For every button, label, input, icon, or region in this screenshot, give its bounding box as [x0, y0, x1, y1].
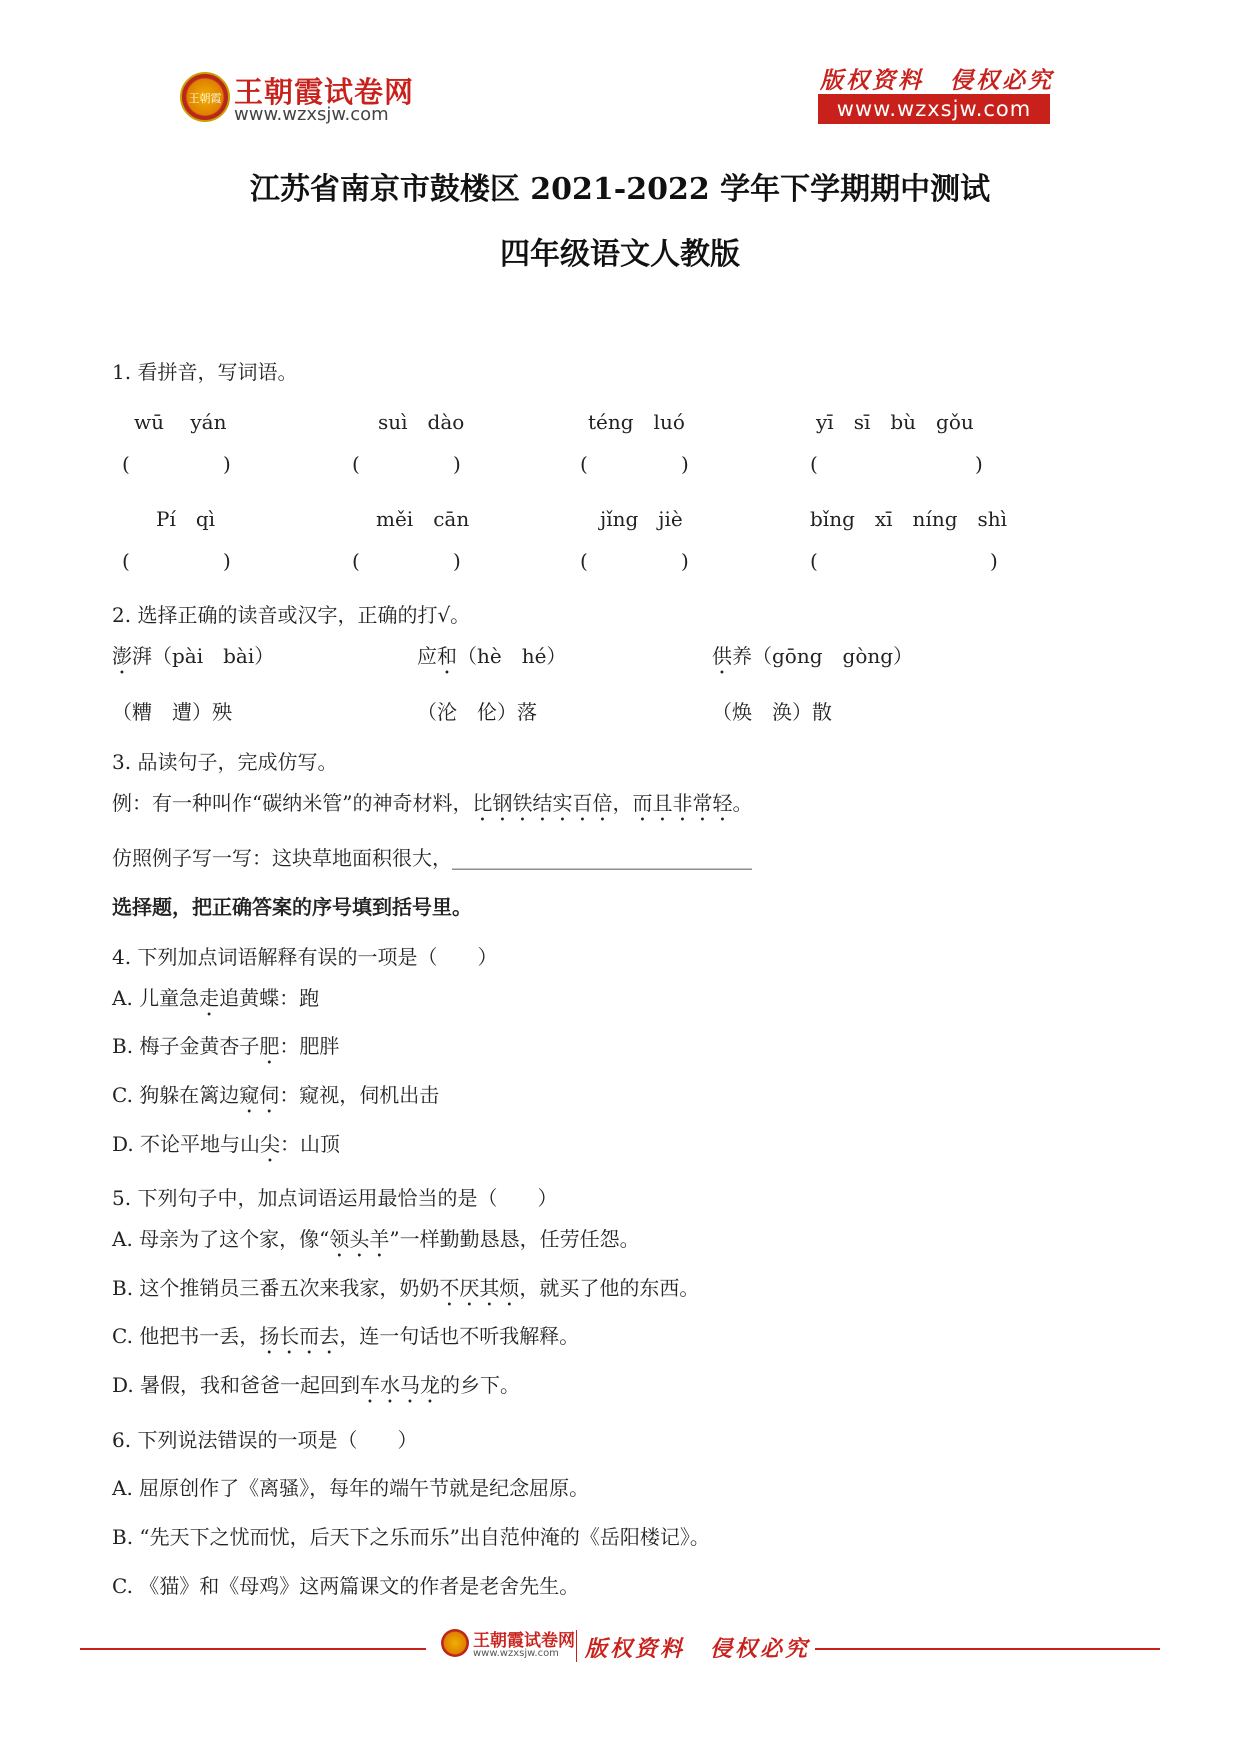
- answer-bracket-close: ): [453, 452, 461, 476]
- pinyin-item: suì dào: [378, 410, 465, 434]
- answer-bracket-close: ): [975, 452, 983, 476]
- q5-option: A. 母亲为了这个家，像“领头羊”一样勤勤恳恳，任劳任怨。: [112, 1227, 640, 1251]
- answer-bracket-open: (: [122, 452, 130, 476]
- q3-example: 例：有一种叫作“碳纳米管”的神奇材料，比钢铁结实百倍，而且非常轻。: [112, 791, 753, 815]
- footer-logo-icon: [441, 1629, 469, 1657]
- q6-option: B. “先天下之忧而忧，后天下之乐而乐”出自范仲淹的《岳阳楼记》。: [112, 1525, 710, 1549]
- answer-bracket-close: ): [990, 549, 998, 573]
- q5-option: B. 这个推销员三番五次来我家，奶奶不厌其烦，就买了他的东西。: [112, 1276, 700, 1300]
- q2-item: （糟 遭）殃: [112, 700, 232, 724]
- pinyin-item: bǐng xī níng shì: [810, 507, 1008, 531]
- question-5-stem: 5. 下列句子中，加点词语运用最恰当的是（ ）: [112, 1186, 558, 1210]
- q4-option: A. 儿童急走追黄蝶：跑: [112, 986, 320, 1010]
- q2-item: （焕 涣）散: [712, 700, 832, 724]
- footer-separator: [576, 1630, 577, 1662]
- answer-bracket-open: (: [122, 549, 130, 573]
- pinyin-item: wū yán: [134, 410, 227, 434]
- answer-bracket-close: ): [453, 549, 461, 573]
- pinyin-item: téng luó: [588, 410, 685, 434]
- q5-option: C. 他把书一丢，扬长而去，连一句话也不听我解释。: [112, 1324, 580, 1348]
- answer-bracket-open: (: [352, 549, 360, 573]
- answer-bracket-close: ): [681, 452, 689, 476]
- answer-bracket-open: (: [810, 549, 818, 573]
- footer-copyright: 版权资料 侵权必究: [585, 1636, 811, 1662]
- q6-option: A. 屈原创作了《离骚》，每年的端午节就是纪念屈原。: [112, 1476, 590, 1500]
- q4-option: B. 梅子金黄杏子肥：肥胖: [112, 1034, 340, 1058]
- page-title: 江苏省南京市鼓楼区 2021-2022 学年下学期期中测试: [249, 172, 991, 207]
- footer-divider: [815, 1648, 1160, 1650]
- footer-logo-url: www.wzxsjw.com: [473, 1648, 559, 1659]
- q3-imitate: 仿照例子写一写：这块草地面积很大，______________________________: [112, 846, 752, 870]
- logo-url: www.wzxsjw.com: [234, 104, 389, 125]
- question-6-stem: 6. 下列说法错误的一项是（ ）: [112, 1428, 418, 1452]
- logo-name: 王朝霞试卷网: [234, 75, 415, 109]
- q5-option: D. 暑假，我和爸爸一起回到车水马龙的乡下。: [112, 1373, 521, 1397]
- copyright-url: www.wzxsjw.com: [818, 94, 1050, 124]
- answer-bracket-close: ): [681, 549, 689, 573]
- question-3-stem: 3. 品读句子，完成仿写。: [112, 750, 338, 774]
- q4-option: D. 不论平地与山尖：山顶: [112, 1132, 341, 1156]
- answer-bracket-open: (: [580, 549, 588, 573]
- copyright-notice: 版权资料 侵权必究: [820, 67, 1054, 94]
- answer-blank: ______________________________: [452, 846, 752, 870]
- page-subtitle: 四年级语文人教版: [500, 237, 740, 272]
- q2-item: 供养（gōng gòng）: [712, 644, 914, 668]
- footer-logo-name: 王朝霞试卷网: [473, 1631, 575, 1651]
- q4-option: C. 狗躲在篱边窥伺：窥视，伺机出击: [112, 1083, 440, 1107]
- answer-bracket-close: ): [223, 452, 231, 476]
- question-4-stem: 4. 下列加点词语解释有误的一项是（ ）: [112, 945, 498, 969]
- q2-item: （沦 伦）落: [417, 700, 537, 724]
- q2-item: 澎湃（pài bài）: [112, 644, 275, 668]
- pinyin-item: Pí qì: [156, 507, 216, 531]
- pinyin-item: jǐng jiè: [600, 507, 683, 531]
- footer-divider: [80, 1648, 426, 1650]
- question-2-stem: 2. 选择正确的读音或汉字，正确的打√。: [112, 603, 471, 627]
- answer-bracket-close: ): [223, 549, 231, 573]
- q6-option: C. 《猫》和《母鸡》这两篇课文的作者是老舍先生。: [112, 1574, 580, 1598]
- pinyin-item: yī sī bù gǒu: [816, 410, 974, 434]
- logo-seal-icon: 王朝霞: [180, 72, 230, 122]
- q2-item: 应和（hè hé）: [417, 644, 567, 668]
- section-instruction: 选择题，把正确答案的序号填到括号里。: [112, 895, 472, 919]
- question-1-stem: 1. 看拼音，写词语。: [112, 360, 298, 384]
- answer-bracket-open: (: [352, 452, 360, 476]
- answer-bracket-open: (: [580, 452, 588, 476]
- pinyin-item: měi cān: [376, 507, 470, 531]
- answer-bracket-open: (: [810, 452, 818, 476]
